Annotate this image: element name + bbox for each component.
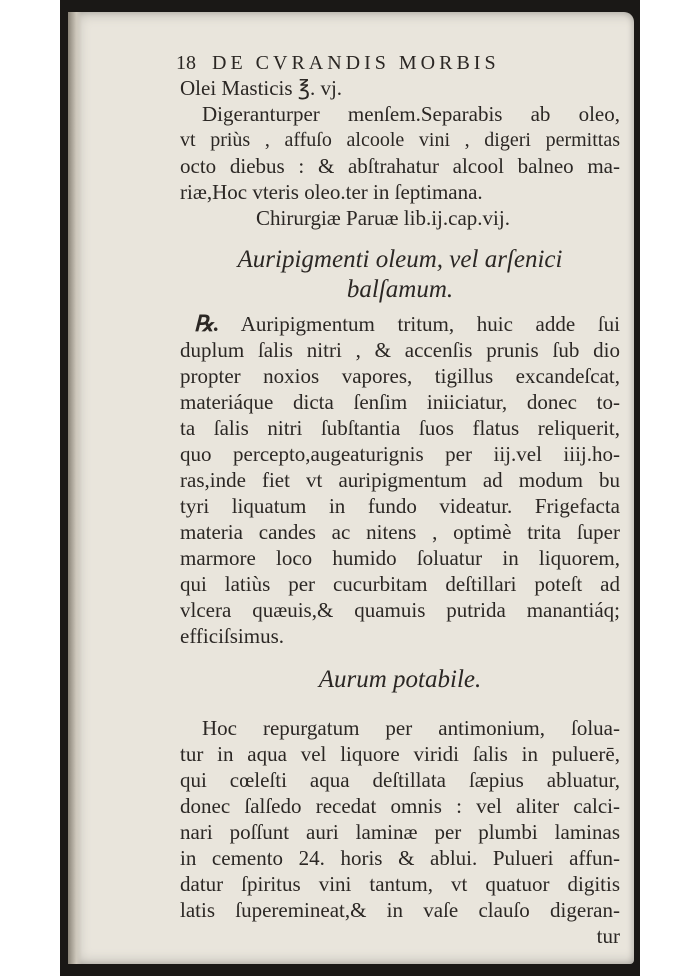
text-line: materiáque dicta ſenſim iniiciatur, donec to-: [180, 390, 620, 414]
text-line: marmore loco humido ſoluatur in liquorem,: [180, 546, 620, 570]
text-line: latis ſuperemineat,& in vaſe clauſo digeran-: [180, 898, 620, 922]
text-line: tur in aqua vel liquore viridi ſalis in puluerē,: [180, 742, 620, 766]
section-title: Auripigmenti oleum, vel arſenici: [237, 246, 563, 273]
text-line: vlcera quæuis,& quamuis putrida manantiáq;: [180, 598, 620, 622]
running-header: [176, 52, 620, 75]
page-text: [176, 52, 621, 949]
section-title-continued: balſamum.: [346, 276, 454, 303]
text-line: qui cœleſti aqua deſtillata ſæpius abluatur,: [180, 768, 620, 792]
text-line: vt priùs , affuſo alcoole vini , digeri permittas: [180, 129, 620, 151]
text-line: ℞. Auripigmentum tritum, huic adde ſui: [194, 311, 621, 336]
text-line: ta ſalis nitri ſubſtantia ſuos flatus reliquerit,: [180, 416, 620, 440]
text-line: quo percepto,augeaturignis per iij.vel iiij.ho-: [180, 442, 620, 466]
text-line: Hoc repurgatum per antimonium, ſolua-: [202, 716, 620, 740]
text-line: in cemento 24. horis & ablui. Pulueri affun-: [180, 846, 620, 870]
text-line: Digeranturper menſem.Separabis ab oleo,: [202, 102, 620, 126]
text-line: nari poſſunt auri laminæ per plumbi laminas: [180, 820, 620, 844]
text-line: efficiſsimus.: [180, 624, 285, 648]
text-line: qui latiùs per cucurbitam deſtillari poteſt ad: [180, 572, 620, 596]
text-line: tyri liquatum in fundo videatur. Frigefacta: [180, 494, 620, 518]
recipe-symbol: ℞.: [194, 311, 220, 336]
text-line: propter noxios vapores, tigillus excandeſcat,: [180, 364, 620, 388]
text-line: octo diebus : & abſtrahatur alcool balneo ma-: [180, 154, 620, 178]
page-gutter-shadow: [68, 12, 82, 964]
text-line: ras,inde fiet vt auripigmentum ad modum bu: [180, 468, 620, 492]
text-line: riæ,Hoc vteris oleo.ter in ſeptimana.: [180, 180, 483, 204]
text-line: materia candes ac nitens , optimè trita ſuper: [180, 520, 620, 544]
text-line: donec ſalſedo recedat omnis : vel aliter calci-: [180, 794, 620, 818]
running-title: DE CVRANDIS MORBIS: [212, 52, 500, 74]
citation-line: Chirurgiæ Paruæ lib.ij.cap.vij.: [256, 206, 510, 230]
text-line: duplum ſalis nitri , & accenſis prunis ſub dio: [180, 338, 620, 362]
catchword: tur: [596, 924, 620, 948]
section-title: Aurum potabile.: [318, 666, 482, 693]
page-number: 18: [176, 52, 196, 74]
text-line: datur ſpiritus vini tantum, vt quatuor digitis: [180, 872, 620, 896]
text-line: Olei Masticis ℥. vj.: [180, 76, 343, 100]
